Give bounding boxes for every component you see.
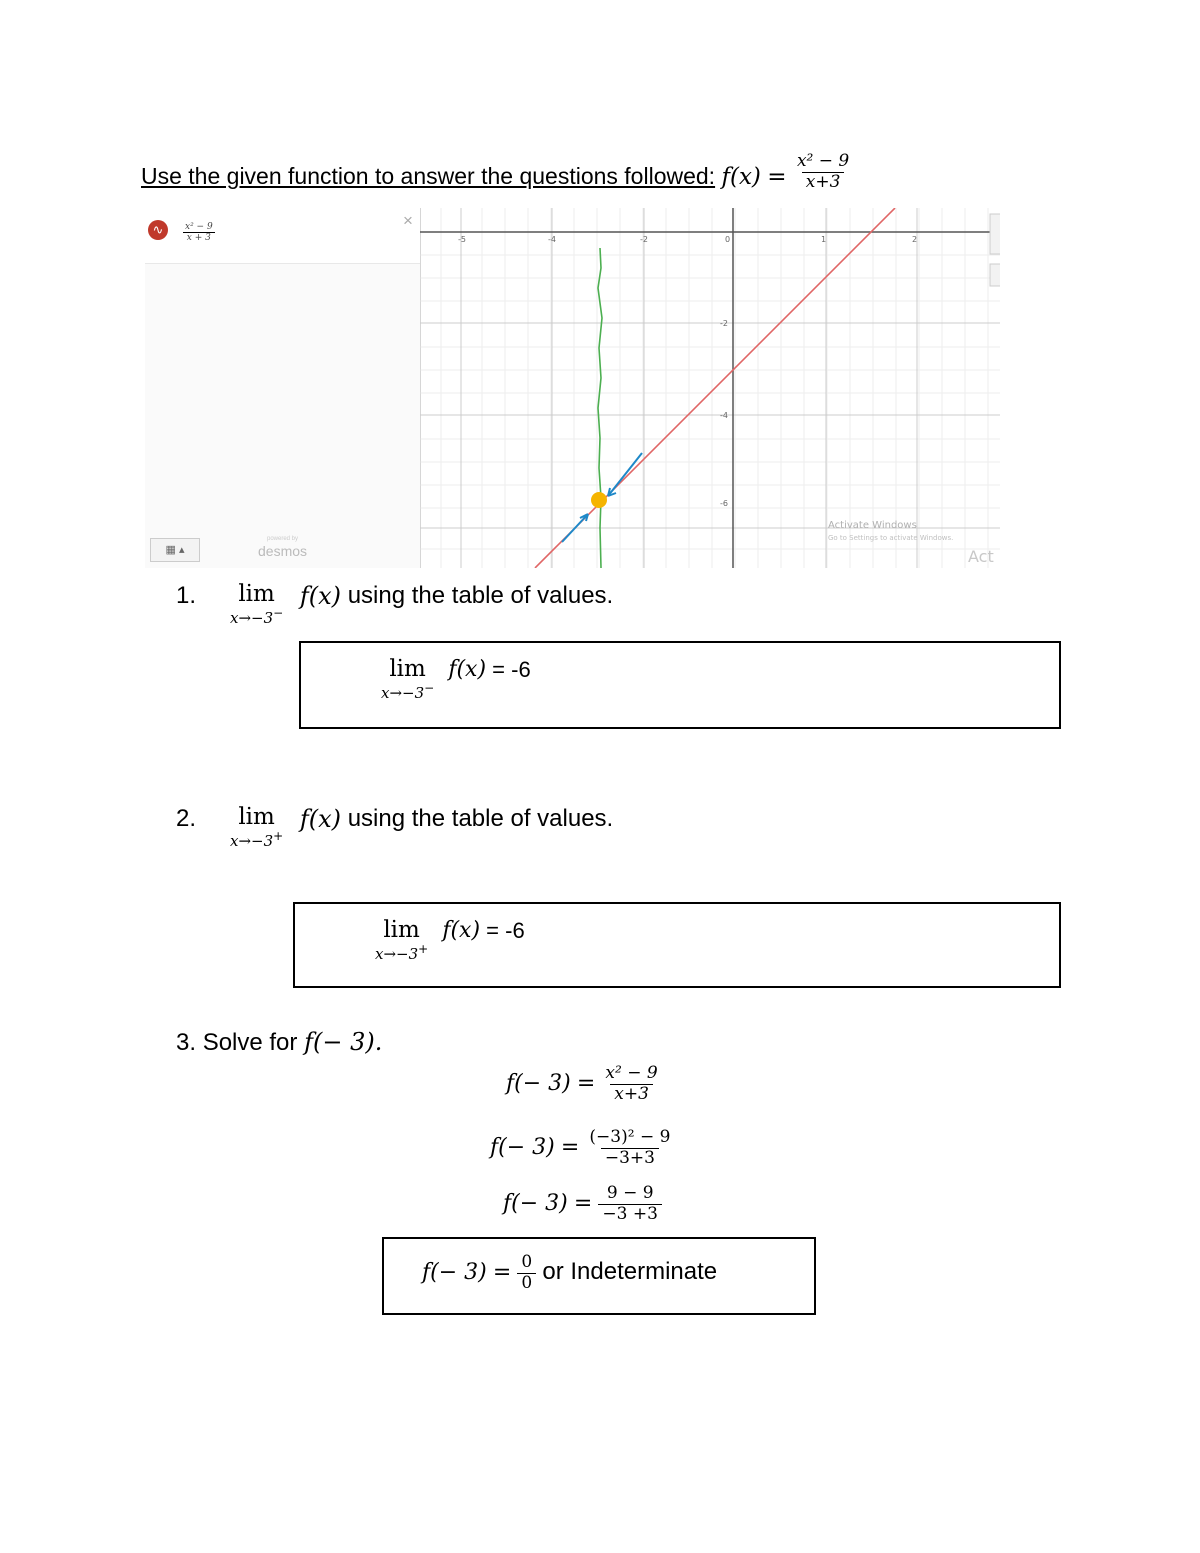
solution-step-3 xyxy=(503,1184,662,1224)
answer-1-limit xyxy=(381,657,434,701)
final-equals: = xyxy=(492,1259,512,1285)
title-equals: = xyxy=(767,164,787,191)
step-equals: = xyxy=(573,1190,593,1216)
question-1 xyxy=(176,582,613,626)
question-1-text: using the table of values. xyxy=(347,582,614,609)
watermark-line1: Activate Windows xyxy=(828,520,917,531)
x-tick: -4 xyxy=(548,235,556,244)
question-1-number: 1. xyxy=(176,582,197,609)
title-function: f(x) xyxy=(721,164,761,191)
expression-fraction[interactable] xyxy=(181,222,217,244)
answer-box-2 xyxy=(293,902,1061,988)
desmos-logo: desmos xyxy=(258,543,308,559)
step-equals: = xyxy=(560,1134,580,1160)
final-text: or Indeterminate xyxy=(542,1257,718,1285)
title-denominator: x+3 xyxy=(802,172,845,193)
home-button xyxy=(990,264,1000,286)
title-text: Use the given function to answer the questions followed: xyxy=(141,163,716,190)
final-denominator: 0 xyxy=(517,1273,536,1294)
annotation-green-line xyxy=(598,248,602,568)
question-1-limit xyxy=(230,582,283,626)
lim-word: lim xyxy=(238,804,275,830)
expression-row[interactable] xyxy=(145,208,420,264)
expression-numerator: x² − 9 xyxy=(185,222,213,232)
lim-word: lim xyxy=(238,581,275,607)
step-equals: = xyxy=(576,1070,596,1096)
question-3-number: 3. xyxy=(176,1029,197,1056)
x-tick: -2 xyxy=(640,235,648,244)
step-numerator: 9 − 9 xyxy=(606,1183,654,1203)
x-tick: -5 xyxy=(458,235,466,244)
y-tick: -4 xyxy=(720,411,728,420)
step-fraction xyxy=(585,1128,674,1168)
step-denominator: −3 +3 xyxy=(598,1204,662,1225)
powered-by-label: powered by xyxy=(267,536,299,542)
keyboard-toggle-button[interactable]: ▦ ▴ xyxy=(150,538,200,562)
title-fraction xyxy=(793,152,853,192)
zoom-in-button xyxy=(990,214,1000,254)
expression-panel xyxy=(145,208,421,568)
watermark-line2: Go to Settings to activate Windows. xyxy=(828,534,954,542)
question-3-function: f(− 3). xyxy=(304,1028,383,1056)
step-fraction xyxy=(598,1184,662,1224)
answer-2 xyxy=(375,918,525,962)
graph-canvas[interactable] xyxy=(420,208,1000,568)
x-tick: 2 xyxy=(912,235,918,244)
title-numerator: x² − 9 xyxy=(796,151,850,171)
close-icon[interactable]: × xyxy=(403,211,413,230)
answer-2-limit xyxy=(375,918,428,962)
answer-1-value: = -6 xyxy=(492,657,531,682)
final-answer-box xyxy=(382,1237,816,1315)
desmos-graph-screenshot xyxy=(145,208,1000,568)
solution-step-2 xyxy=(490,1128,674,1168)
axes xyxy=(420,208,1000,568)
annotation-blue-arrow-right xyxy=(608,453,642,496)
answer-1 xyxy=(381,657,531,701)
answer-2-function: f(x) xyxy=(442,918,481,943)
question-1-function: f(x) xyxy=(299,582,342,610)
step-lhs: f(− 3) xyxy=(490,1134,555,1160)
question-3-text: Solve for xyxy=(202,1029,298,1056)
step-numerator: x² − 9 xyxy=(605,1063,658,1083)
question-2-text: using the table of values. xyxy=(347,805,614,832)
final-answer xyxy=(422,1253,717,1293)
question-2-limit xyxy=(230,805,283,849)
final-fraction xyxy=(517,1253,536,1293)
lim-subscript: x→−3− xyxy=(230,606,284,628)
answer-2-value: = -6 xyxy=(486,918,525,943)
lim-word: lim xyxy=(389,656,426,682)
hole-point xyxy=(591,492,607,508)
lim-subscript: x→−3+ xyxy=(230,829,284,851)
lim-word: lim xyxy=(383,917,420,943)
step-fraction xyxy=(601,1064,661,1104)
y-tick: -6 xyxy=(720,499,728,508)
question-2-function: f(x) xyxy=(299,805,342,833)
page-title xyxy=(141,151,853,198)
watermark-act: Act xyxy=(968,547,994,566)
y-tick: -2 xyxy=(720,319,728,328)
step-lhs: f(− 3) xyxy=(506,1070,571,1096)
major-grid xyxy=(420,208,1000,568)
question-3 xyxy=(176,1028,382,1057)
step-numerator: (−3)² − 9 xyxy=(589,1127,671,1147)
step-denominator: x+3 xyxy=(610,1084,653,1105)
question-2 xyxy=(176,805,613,849)
lim-subscript: x→−3− xyxy=(381,681,435,703)
final-numerator: 0 xyxy=(521,1252,533,1272)
tick-labels xyxy=(458,235,917,508)
question-2-number: 2. xyxy=(176,805,197,832)
final-lhs: f(− 3) xyxy=(422,1259,487,1285)
answer-1-function: f(x) xyxy=(448,657,487,682)
minor-grid xyxy=(420,208,1000,568)
step-denominator: −3+3 xyxy=(601,1148,659,1169)
answer-box-1 xyxy=(299,641,1061,729)
expression-denominator: x + 3 xyxy=(183,232,215,243)
lim-subscript: x→−3+ xyxy=(375,942,429,964)
x-tick: 1 xyxy=(821,235,827,244)
solution-step-1 xyxy=(506,1064,662,1104)
function-line xyxy=(535,208,895,568)
expression-color-icon[interactable]: ∿ xyxy=(148,220,168,240)
step-lhs: f(− 3) xyxy=(503,1190,568,1216)
x-tick: 0 xyxy=(725,235,731,244)
